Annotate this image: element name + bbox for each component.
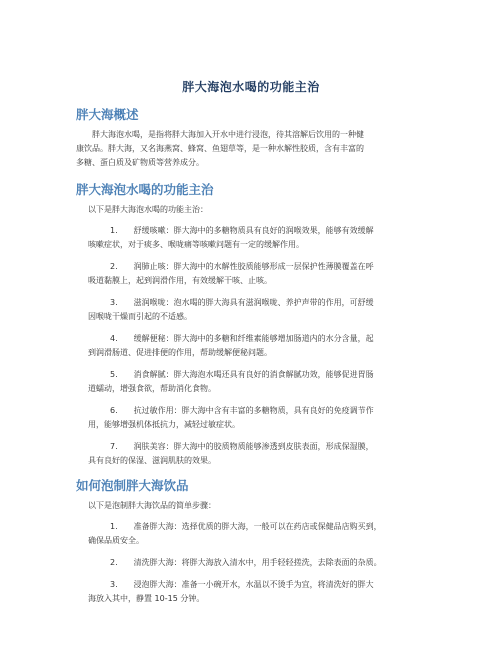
list-item: 4. 缓解便秘：胖大海中的多糖和纤维素能够增加肠道内的水分含量，起 到润滑肠道、促进排便的作用，帮助缓解便秘问题。 [88, 334, 374, 357]
preparation-intro: 以下是泡制胖大海饮品的简单步骤： [88, 501, 216, 510]
section-heading-preparation: 如何泡制胖大海饮品 [76, 478, 189, 493]
list-item: 3. 浸泡胖大海：准备一小碗开水，水温以不烫手为宜，将清洗好的胖大 海放入其中，静置 10-15 分钟。 [88, 580, 374, 603]
overview-line: 多糖、蛋白质及矿物质等营养成分。 [76, 158, 204, 167]
section-heading-overview: 胖大海概述 [76, 107, 139, 122]
list-item: 6. 抗过敏作用：胖大海中含有丰富的多糖物质，具有良好的免疫调节作 用，能够增强机体抵抗力，减轻过敏症状。 [88, 406, 374, 429]
section-heading-functions: 胖大海泡水喝的功能主治 [76, 182, 214, 197]
functions-list [62, 224, 440, 468]
list-item: 5. 消食解腻：胖大海泡水喝还具有良好的消食解腻功效，能够促进胃肠 道蠕动，增强食欲，帮助消化食物。 [88, 370, 374, 393]
document-title: 胖大海泡水喝的功能主治 [182, 80, 320, 94]
list-item: 7. 润肤美容：胖大海中的胶质物质能够渗透到皮肤表面，形成保湿膜， 具有良好的保湿、滋润肌肤的效果。 [88, 442, 374, 465]
list-item: 2. 清洗胖大海：将胖大海放入清水中，用手轻轻搓洗，去除表面的杂质。 [110, 558, 382, 567]
functions-intro: 以下是胖大海泡水喝的功能主治： [88, 205, 208, 214]
overview-line: 胖大海泡水喝，是指将胖大海加入开水中进行浸泡，待其溶解后饮用的一种健 [92, 130, 364, 139]
overview-line: 康饮品。胖大海，又名海燕窝、蜂窝、鱼翅草等，是一种水解性胶质，含有丰富的 [76, 144, 364, 153]
list-item: 2. 润肺止咳：胖大海中的水解性胶质能够形成一层保护性薄膜覆盖在呼 吸道黏膜上，起到润滑作用，有效缓解干咳、止咳。 [88, 262, 374, 285]
list-item: 3. 滋润喉咙：泡水喝的胖大海具有滋润喉咙、养护声带的作用，可舒缓 因喉咙干燥而引起的不适感。 [88, 298, 374, 321]
overview-paragraph [76, 128, 440, 170]
list-item: 1. 准备胖大海：选择优质的胖大海，一般可以在药店或保健品店购买到， 确保品质安全。 [88, 522, 382, 545]
preparation-list [62, 520, 440, 606]
list-item: 1. 舒缓咳嗽：胖大海中的多糖物质具有良好的润喉效果，能够有效缓解 咳嗽症状，对于痰多、喉咙痛等咳嗽问题有一定的缓解作用。 [88, 226, 374, 249]
